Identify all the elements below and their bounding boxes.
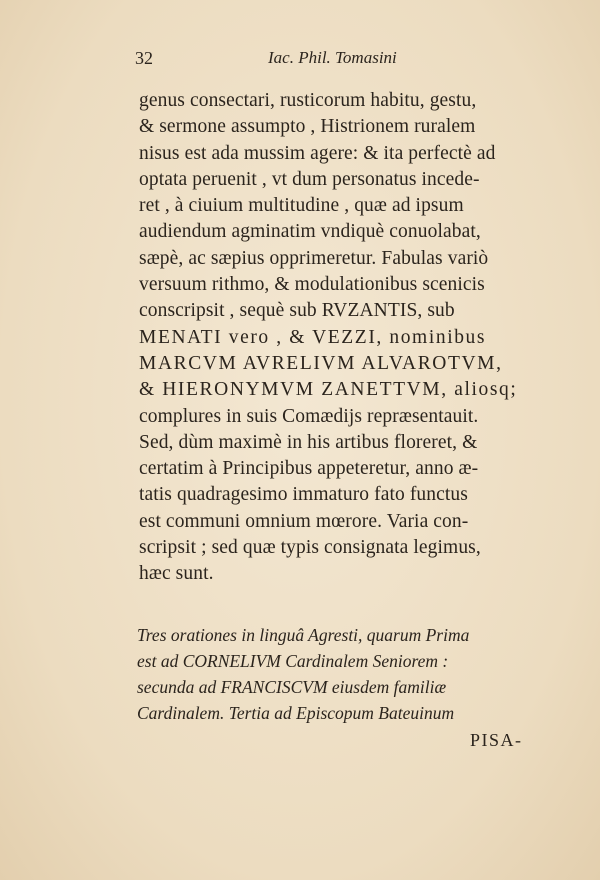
catchword: PISA- xyxy=(470,730,523,750)
text-line: genus consectari, rusticorum habitu, gestu, xyxy=(139,90,477,111)
text-line: scripsit ; sed quæ typis consignata legimus, xyxy=(139,537,481,559)
works-line: secunda ad FRANCISCVM eiusdem familiæ xyxy=(137,677,447,697)
text-line: & HIERONYMVM ZANETTVM, aliosq; xyxy=(139,379,518,401)
main-text-block xyxy=(139,88,569,588)
works-list xyxy=(137,622,577,726)
works-line: Cardinalem. Tertia ad Episcopum Bateuinum xyxy=(137,703,455,723)
text-line: versuum rithmo, & modulationibus scenicis xyxy=(139,274,485,296)
works-line: est ad CORNELIVM Cardinalem Seniorem : xyxy=(137,651,449,671)
page-header xyxy=(0,46,600,76)
text-line: nisus est ada mussim agere: & ita perfectè ad xyxy=(139,142,496,164)
text-line: MARCVM AVRELIVM ALVAROTVM, xyxy=(139,352,503,374)
text-line: Sed, dùm maximè in his artibus floreret, & xyxy=(139,431,478,453)
text-line: MENATI vero , & VEZZI, nominibus xyxy=(139,326,487,348)
text-line: est communi omnium mœrore. Varia con- xyxy=(139,510,469,532)
text-line: conscripsit , sequè sub RVZANTIS, sub xyxy=(139,300,455,322)
text-line: certatim à Principibus appeteretur, anno æ- xyxy=(139,458,479,480)
text-line: & sermone assumpto , Histrionem ruralem xyxy=(139,116,476,138)
text-line: optata peruenit , vt dum personatus incede- xyxy=(139,168,480,190)
works-line: Tres orationes in linguâ Agresti, quarum Prima xyxy=(137,625,470,645)
text-line: tatis quadragesimo immaturo fato functus xyxy=(139,484,468,506)
text-line: ret , à ciuium multitudine , quæ ad ipsum xyxy=(139,195,464,217)
text-line: audiendum agminatim vndiquè conuolabat, xyxy=(139,221,481,243)
text-line: hæc sunt. xyxy=(139,563,214,585)
text-line: complures in suis Comædijs repræsentauit. xyxy=(139,405,479,427)
page-number: 32 xyxy=(135,48,153,68)
text-line: sæpè, ac sæpius opprimeretur. Fabulas variò xyxy=(139,247,489,269)
running-title: Iac. Phil. Tomasini xyxy=(268,48,397,67)
